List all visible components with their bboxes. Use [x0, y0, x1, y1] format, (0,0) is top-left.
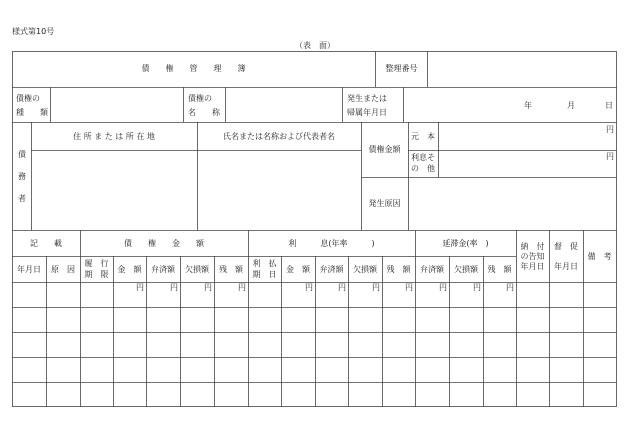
date-label-2: 帰属年月日 — [347, 108, 387, 117]
yen-mark: 円 — [136, 283, 144, 292]
yen-mark: 円 — [204, 283, 212, 292]
kind-label-1: 債権の — [16, 94, 40, 103]
col-amount: 金 額 — [117, 265, 142, 274]
notice-header-3: 年月日 — [520, 262, 545, 271]
col-balance: 残 額 — [219, 265, 243, 274]
date-label-1: 発生または — [347, 94, 387, 103]
name-label-1: 債権の — [188, 94, 212, 103]
claim-amount-label: 債権金額 — [368, 145, 401, 154]
col-interest-due-2: 期 日 — [252, 270, 277, 279]
yen-mark: 円 — [238, 283, 246, 292]
form-number: 様式第10号 — [12, 27, 55, 36]
debtor-name-label: 氏名または名称および代表者名 — [223, 132, 335, 141]
reminder-header-1: 督 促 — [554, 242, 578, 251]
col-interest-due-1: 利 払 — [252, 259, 277, 268]
year-label: 年 — [524, 101, 532, 110]
col-due-1: 履 行 — [84, 259, 109, 268]
page-title: 債 権 管 理 簿 — [141, 64, 246, 73]
col-due-2: 期 限 — [84, 270, 109, 279]
kind-label-2: 種 類 — [16, 108, 48, 117]
notice-header-1: 納 付 — [520, 242, 545, 251]
remarks-header: 備 考 — [587, 252, 612, 261]
yen-mark: 円 — [338, 283, 346, 292]
address-label: 住 所 ま た は 所 在 地 — [73, 132, 155, 141]
yen-mark: 円 — [305, 283, 313, 292]
yen-mark: 円 — [170, 283, 178, 292]
col-interest-balance: 残 額 — [386, 265, 411, 274]
debtor-label-3: 者 — [18, 194, 26, 203]
seiri-label: 整理番号 — [385, 64, 418, 73]
claim-header: 債 権 金 額 — [124, 239, 204, 248]
col-interest-amount: 金 額 — [286, 265, 310, 274]
col-repaid: 弁済額 — [151, 265, 175, 274]
interest-header: 利 息(年率 ) — [288, 239, 375, 248]
col-late-loss: 欠損額 — [454, 265, 478, 274]
yen-interest: 円 — [606, 152, 614, 161]
yen-mark: 円 — [506, 283, 514, 292]
yen-mark: 円 — [372, 283, 380, 292]
yen-mark: 円 — [439, 283, 447, 292]
yen-mark: 円 — [473, 283, 481, 292]
yen-mark: 円 — [405, 283, 413, 292]
debtor-label-2: 務 — [18, 172, 26, 181]
side-label: （表 面） — [295, 41, 335, 50]
notice-header-2: の告知 — [520, 252, 545, 261]
entry-header: 記 載 — [30, 239, 62, 248]
cause-label: 発生原因 — [368, 199, 401, 208]
late-fee-header: 延滞金(率 ) — [442, 239, 489, 248]
day-label: 日 — [605, 101, 613, 110]
reminder-header-2: 年月日 — [554, 262, 578, 271]
col-cause: 原 因 — [51, 265, 75, 274]
col-late-repaid: 弁済額 — [420, 265, 444, 274]
interest-other-label-2: の 他 — [411, 164, 435, 173]
yen-principal: 円 — [606, 125, 614, 134]
col-date: 年月日 — [17, 265, 41, 274]
col-late-balance: 残 額 — [487, 265, 512, 274]
month-label: 月 — [567, 101, 575, 110]
principal-label: 元 本 — [411, 132, 435, 141]
debtor-label-1: 債 — [18, 150, 26, 159]
col-interest-loss: 欠損額 — [353, 265, 377, 274]
col-loss: 欠損額 — [185, 265, 209, 274]
name-label-2: 名 称 — [188, 108, 220, 117]
interest-other-label-1: 利息そ — [411, 153, 435, 162]
col-interest-repaid: 弁済額 — [319, 265, 344, 274]
